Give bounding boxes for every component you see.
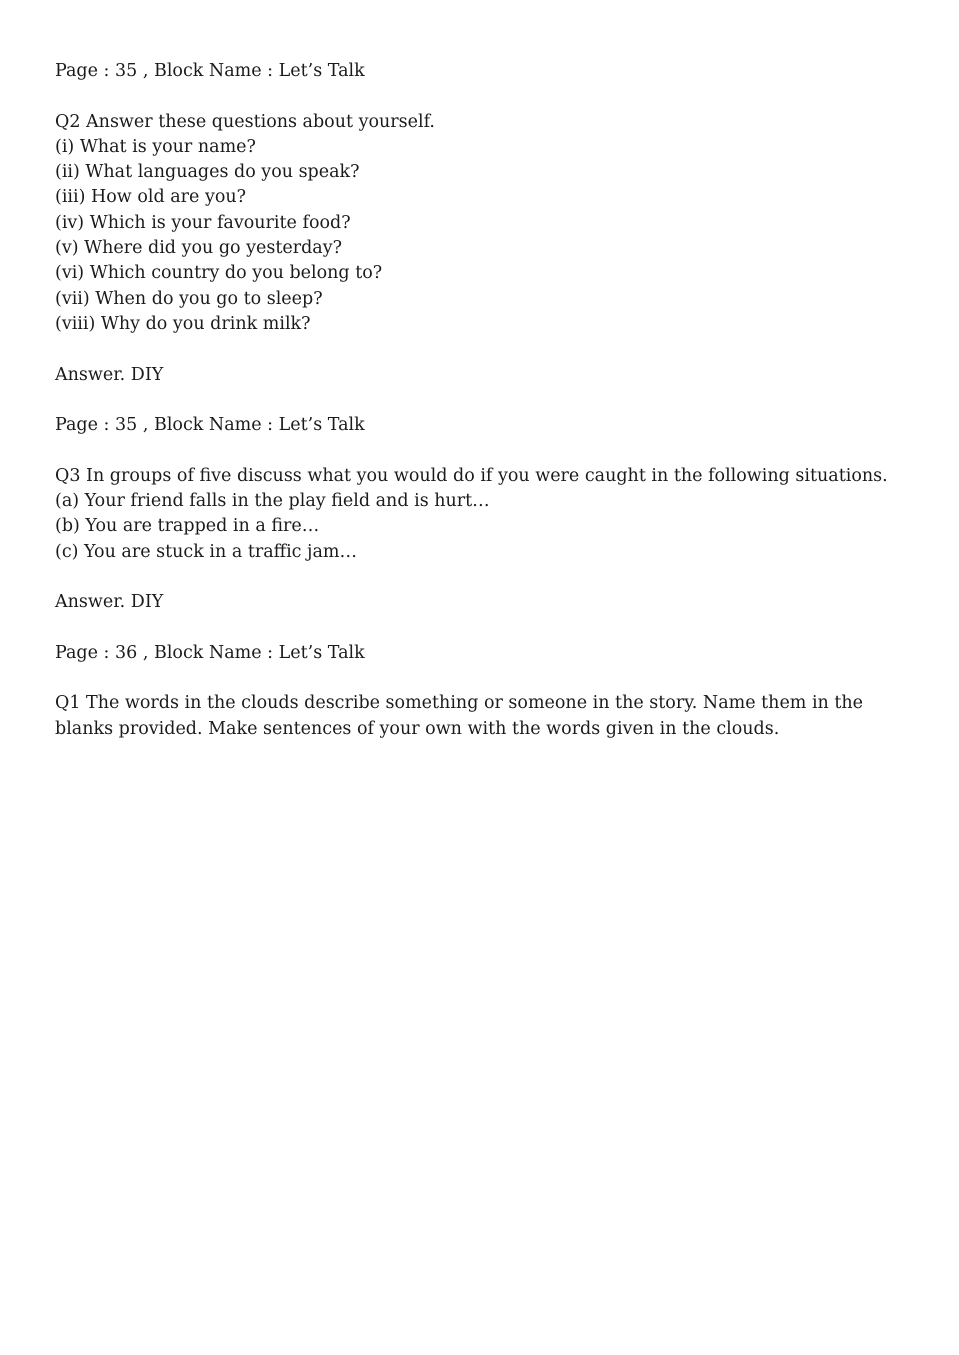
spacer bbox=[55, 616, 915, 641]
question-item: (vi) Which country do you belong to? bbox=[55, 263, 383, 284]
question-item: (v) Where did you go yesterday? bbox=[55, 238, 343, 259]
question-item: (ii) What languages do you speak? bbox=[55, 162, 360, 183]
question-item: (c) You are stuck in a traffic jam… bbox=[55, 541, 357, 562]
question-text: Q1 The words in the clouds describe something or someone in the story. Name them in the blanks provided. Make sentences of your own with the words given in the clouds. bbox=[55, 693, 864, 739]
page-block-header: Page : 35 , Block Name : Let’s Talk bbox=[55, 415, 365, 436]
question-item: (b) You are trapped in a fire… bbox=[55, 516, 320, 537]
spacer bbox=[55, 388, 915, 413]
question-item: (iii) How old are you? bbox=[55, 187, 247, 208]
question-item: (vii) When do you go to sleep? bbox=[55, 288, 323, 309]
question-text: Q3 In groups of five discuss what you would do if you were caught in the following situations. bbox=[55, 465, 888, 486]
spacer bbox=[55, 666, 915, 691]
spacer bbox=[55, 337, 915, 362]
question-text: Q2 Answer these questions about yourself. bbox=[55, 111, 435, 132]
spacer bbox=[55, 438, 915, 463]
question-item: (i) What is your name? bbox=[55, 136, 256, 157]
document-page bbox=[55, 59, 915, 742]
answer-text: Answer. DIY bbox=[55, 592, 164, 613]
answer-text: Answer. DIY bbox=[55, 364, 164, 385]
spacer bbox=[55, 565, 915, 590]
page-block-header: Page : 35 , Block Name : Let’s Talk bbox=[55, 61, 365, 81]
page-block-header: Page : 36 , Block Name : Let’s Talk bbox=[55, 642, 365, 663]
question-item: (a) Your friend falls in the play field and is hurt… bbox=[55, 491, 490, 512]
question-item: (viii) Why do you drink milk? bbox=[55, 313, 311, 334]
spacer bbox=[55, 84, 915, 109]
question-item: (iv) Which is your favourite food? bbox=[55, 212, 351, 233]
